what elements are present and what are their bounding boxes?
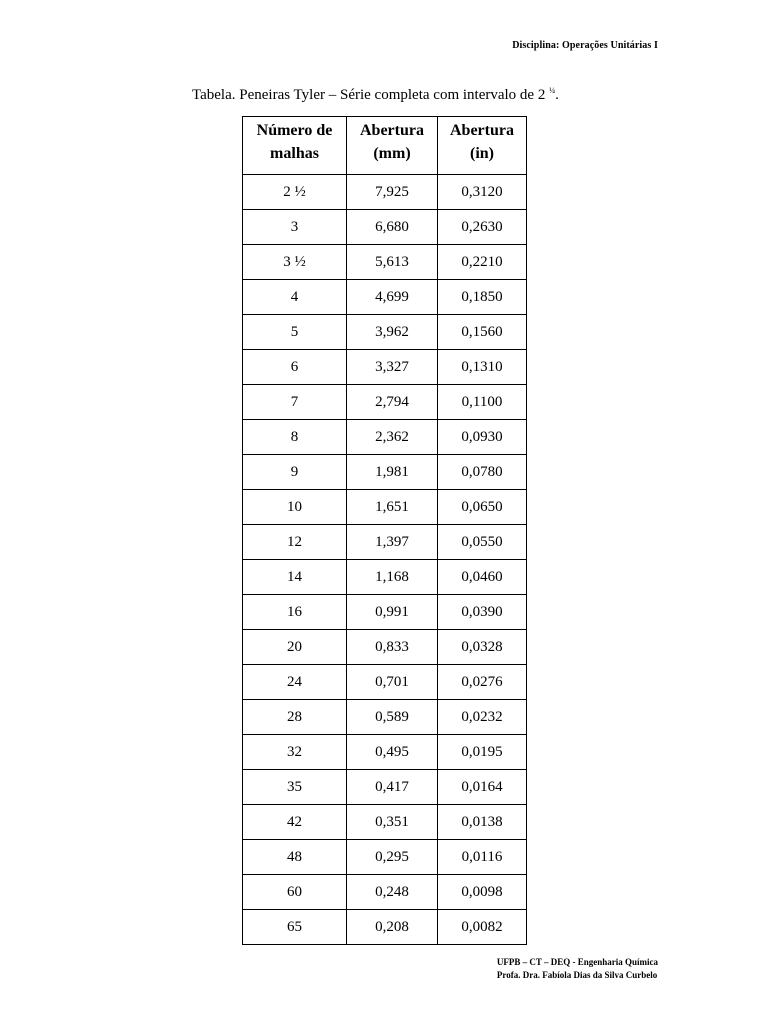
cell-opening-in: 0,1850 — [438, 280, 527, 315]
table-row — [243, 455, 527, 490]
cell-mesh-number: 10 — [243, 490, 347, 525]
table-row — [243, 420, 527, 455]
cell-mesh-number: 3 ½ — [243, 245, 347, 280]
cell-mesh-number: 32 — [243, 735, 347, 770]
cell-mesh-number: 35 — [243, 770, 347, 805]
page-header-discipline — [512, 40, 658, 51]
cell-opening-mm: 3,962 — [347, 315, 438, 350]
cell-opening-mm: 0,248 — [347, 875, 438, 910]
cell-opening-mm: 0,833 — [347, 630, 438, 665]
table-row — [243, 315, 527, 350]
cell-opening-mm: 6,680 — [347, 210, 438, 245]
table-row — [243, 875, 527, 910]
cell-opening-mm: 4,699 — [347, 280, 438, 315]
header-mesh-number — [243, 117, 347, 175]
cell-opening-mm: 7,925 — [347, 175, 438, 210]
cell-opening-in: 0,0116 — [438, 840, 527, 875]
header-mm-line1: Abertura — [360, 122, 424, 139]
table-header-row — [243, 117, 527, 175]
cell-opening-in: 0,2210 — [438, 245, 527, 280]
page-footer — [497, 956, 658, 982]
cell-opening-in: 0,2630 — [438, 210, 527, 245]
cell-mesh-number: 65 — [243, 910, 347, 945]
cell-mesh-number: 48 — [243, 840, 347, 875]
header-mesh-line1: Número de — [256, 122, 333, 139]
discipline-label: Disciplina: — [512, 40, 560, 51]
cell-opening-mm: 1,397 — [347, 525, 438, 560]
table-row — [243, 245, 527, 280]
cell-mesh-number: 2 ½ — [243, 175, 347, 210]
cell-mesh-number: 9 — [243, 455, 347, 490]
table-row — [243, 910, 527, 945]
cell-opening-in: 0,0930 — [438, 420, 527, 455]
footer-author: Profa. Dra. Fabíola Dias da Silva Curbelo — [496, 970, 658, 980]
caption-text: Tabela. Peneiras Tyler – Série completa com intervalo de 2 — [192, 87, 546, 103]
cell-mesh-number: 60 — [243, 875, 347, 910]
table-caption — [192, 86, 559, 104]
discipline-name: Operações Unitárias I — [562, 40, 658, 51]
footer-institution: UFPB – CT – DEQ - Engenharia Química — [496, 957, 658, 967]
table-row — [243, 665, 527, 700]
table-row — [243, 630, 527, 665]
cell-opening-mm: 1,651 — [347, 490, 438, 525]
table-row — [243, 735, 527, 770]
cell-opening-mm: 5,613 — [347, 245, 438, 280]
cell-opening-mm: 1,981 — [347, 455, 438, 490]
cell-opening-in: 0,0195 — [438, 735, 527, 770]
cell-mesh-number: 28 — [243, 700, 347, 735]
cell-mesh-number: 20 — [243, 630, 347, 665]
cell-opening-mm: 0,208 — [347, 910, 438, 945]
cell-opening-mm: 1,168 — [347, 560, 438, 595]
cell-mesh-number: 42 — [243, 805, 347, 840]
cell-opening-in: 0,0082 — [438, 910, 527, 945]
table-row — [243, 525, 527, 560]
cell-opening-in: 0,0138 — [438, 805, 527, 840]
cell-mesh-number: 7 — [243, 385, 347, 420]
header-mesh-line2: malhas — [270, 145, 319, 162]
cell-mesh-number: 24 — [243, 665, 347, 700]
cell-opening-in: 0,0780 — [438, 455, 527, 490]
table-row — [243, 210, 527, 245]
cell-opening-mm: 0,701 — [347, 665, 438, 700]
cell-mesh-number: 5 — [243, 315, 347, 350]
cell-mesh-number: 16 — [243, 595, 347, 630]
cell-opening-mm: 2,362 — [347, 420, 438, 455]
cell-opening-in: 0,1560 — [438, 315, 527, 350]
header-mm-line2: (mm) — [373, 145, 411, 162]
table-row — [243, 700, 527, 735]
cell-opening-in: 0,0550 — [438, 525, 527, 560]
caption-end: . — [555, 87, 559, 103]
table-body — [243, 175, 527, 945]
tyler-sieve-table — [242, 116, 527, 945]
cell-mesh-number: 8 — [243, 420, 347, 455]
cell-opening-in: 0,0328 — [438, 630, 527, 665]
table-row — [243, 840, 527, 875]
cell-opening-mm: 2,794 — [347, 385, 438, 420]
cell-opening-in: 0,0232 — [438, 700, 527, 735]
cell-mesh-number: 14 — [243, 560, 347, 595]
table-row — [243, 770, 527, 805]
table-row — [243, 385, 527, 420]
cell-mesh-number: 6 — [243, 350, 347, 385]
cell-opening-in: 0,1100 — [438, 385, 527, 420]
table-row — [243, 280, 527, 315]
table-row — [243, 560, 527, 595]
cell-opening-in: 0,0164 — [438, 770, 527, 805]
cell-opening-mm: 0,495 — [347, 735, 438, 770]
table-row — [243, 805, 527, 840]
cell-opening-in: 0,1310 — [438, 350, 527, 385]
cell-opening-in: 0,0460 — [438, 560, 527, 595]
cell-mesh-number: 4 — [243, 280, 347, 315]
table-row — [243, 595, 527, 630]
cell-mesh-number: 3 — [243, 210, 347, 245]
cell-opening-mm: 0,589 — [347, 700, 438, 735]
cell-opening-mm: 0,351 — [347, 805, 438, 840]
header-opening-mm — [347, 117, 438, 175]
cell-opening-mm: 3,327 — [347, 350, 438, 385]
cell-opening-mm: 0,295 — [347, 840, 438, 875]
cell-opening-in: 0,0098 — [438, 875, 527, 910]
caption-exponent: ¼ — [549, 86, 556, 95]
header-in-line2: (in) — [470, 145, 494, 162]
cell-opening-mm: 0,991 — [347, 595, 438, 630]
cell-opening-in: 0,0390 — [438, 595, 527, 630]
cell-opening-in: 0,3120 — [438, 175, 527, 210]
cell-mesh-number: 12 — [243, 525, 347, 560]
cell-opening-in: 0,0276 — [438, 665, 527, 700]
cell-opening-in: 0,0650 — [438, 490, 527, 525]
table-row — [243, 490, 527, 525]
table-row — [243, 350, 527, 385]
header-opening-in — [438, 117, 527, 175]
table-row — [243, 175, 527, 210]
cell-opening-mm: 0,417 — [347, 770, 438, 805]
header-in-line1: Abertura — [450, 122, 514, 139]
